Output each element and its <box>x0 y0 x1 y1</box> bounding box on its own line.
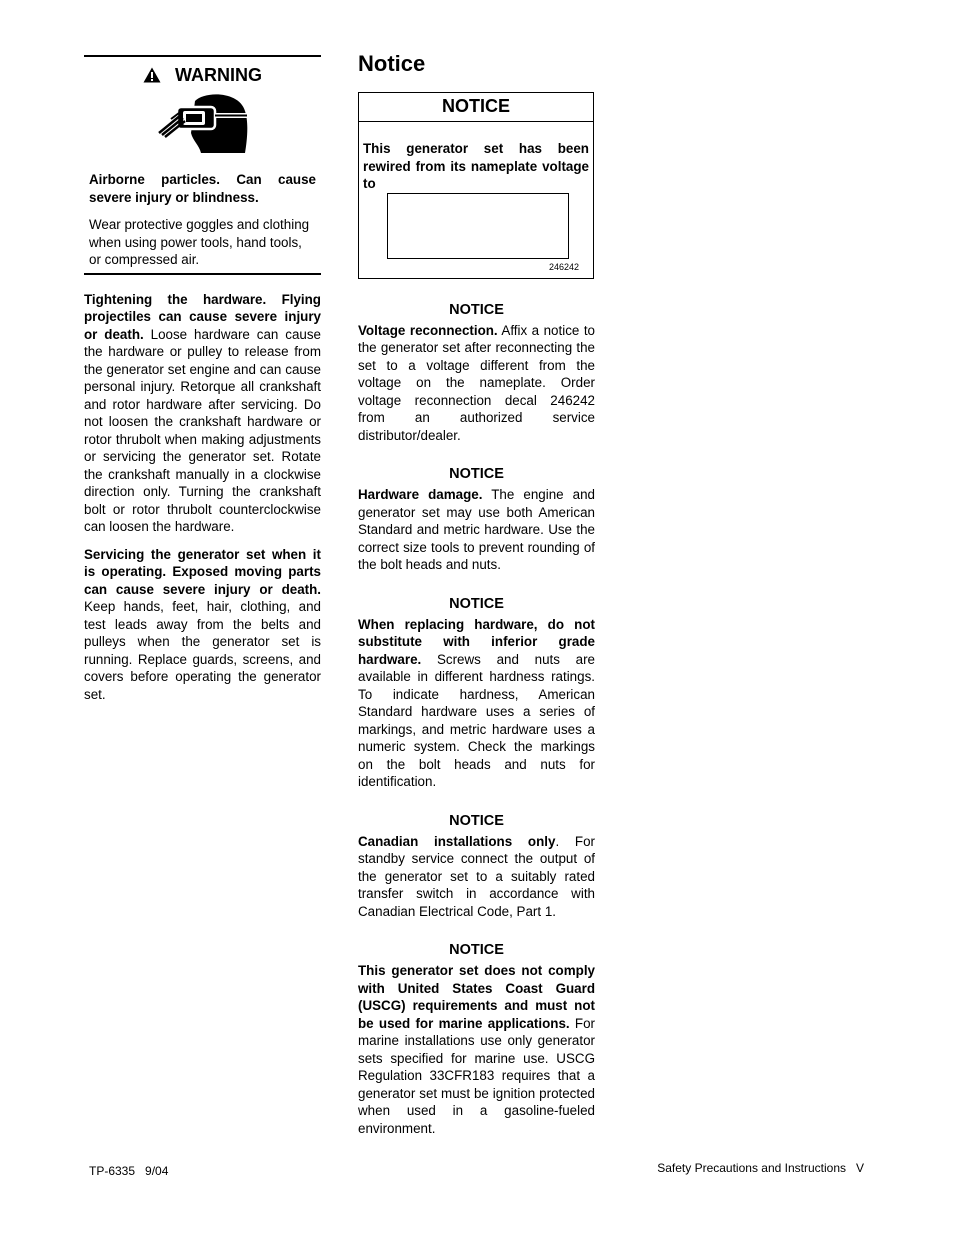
notice-heading-1: NOTICE <box>449 301 504 318</box>
warning-heading: WARNING <box>175 65 262 85</box>
decal-heading: NOTICE <box>359 93 593 122</box>
page-title: Notice <box>358 51 426 76</box>
servicing-paragraph <box>84 546 321 704</box>
decal-text: This generator set has been rewired from its nameplate voltage to <box>363 141 589 191</box>
notice-lead-4: Canadian installations only <box>358 833 556 849</box>
footer-page-label: Safety Precautions and Instructions V <box>657 1161 864 1175</box>
notice-lead-5: This generator set does not comply with United States Coast Guard (USCG) requirements and must not be used for marine applications. <box>358 963 595 1031</box>
warning-body-text: Wear protective goggles and clothing when using power tools, hand tools, or compressed air. <box>89 217 310 267</box>
hardware-tightening-paragraph <box>84 291 321 536</box>
voltage-decal <box>358 92 594 279</box>
notice-heading-4: NOTICE <box>449 812 504 829</box>
warning-triangle-icon <box>143 67 161 83</box>
decal-number: 246242 <box>548 261 579 272</box>
notice-text-1: Affix a notice to the generator set after reconnecting the set to a voltage different from the voltage on the nameplate. Order voltage reconnection decal 246242 from an authorized service distributor/dealer. <box>358 322 595 443</box>
safety-goggles-icon <box>89 93 316 155</box>
warning-box <box>84 55 321 275</box>
notice-paragraph-5 <box>358 962 595 1137</box>
notice-text-3: Screws and nuts are available in different hardness ratings. To indicate hardness, American Standard hardware uses a series of markings, and metric hardware uses a numeric system. Check the markings on the bolt heads and nuts for identification. <box>358 651 595 789</box>
notice-lead-3: When replacing hardware, do not substitute with inferior grade hardware. <box>358 616 595 667</box>
hardware-tightening-lead: Tightening the hardware. Flying projectiles can cause severe injury or death. <box>84 291 321 342</box>
notice-text-5: For marine installations use only generator sets specified for marine use. USCG Regulation 33CFR183 requires that a generator set must be ignition protected when used in a gasoline-fueled environment. <box>358 1015 595 1136</box>
notice-paragraph-2 <box>358 486 595 574</box>
warning-header <box>89 63 316 87</box>
right-column <box>358 50 595 1137</box>
notice-heading-2: NOTICE <box>449 466 504 482</box>
notice-lead-2: Hardware damage. <box>358 487 483 502</box>
notice-lead-1: Voltage reconnection. <box>358 322 498 338</box>
notice-heading-5: NOTICE <box>449 942 504 958</box>
notice-text-4: . For standby service connect the output of the generator set to a suitably rated transfer switch in accordance with Canadian Electrical Code, Part 1. <box>358 833 595 919</box>
notice-text-2: The engine and generator set may use both American Standard and metric hardware. Use the correct size tools to prevent rounding of the bolt heads and nuts. <box>358 487 595 572</box>
notice-heading-3: NOTICE <box>449 595 504 612</box>
servicing-lead: Servicing the generator set when it is operating. Exposed moving parts can cause severe injury or death. <box>84 546 321 597</box>
voltage-write-in-box <box>387 193 569 259</box>
footer-doc-id: TP-6335 9/04 <box>89 1164 169 1178</box>
notice-paragraph-1 <box>358 322 595 445</box>
notice-paragraph-3 <box>358 616 595 791</box>
hardware-tightening-text: Loose hardware can cause the hardware or pulley to release from the generator set engine and can cause personal injury. Retorque all crankshaft and rotor hardware after servicing. Do not loosen the crankshaft hardware or rotor thrubolt when making adjustments or servicing the generator set. Rotate the crankshaft manually in a clockwise direction only. Turning the crankshaft bolt or rotor thrubolt counterclockwise can loosen the hardware. <box>84 326 321 534</box>
notice-paragraph-4 <box>358 833 595 921</box>
warning-bold-text: Airborne particles. Can cause severe injury or blindness. <box>89 172 316 205</box>
left-column <box>84 55 321 703</box>
servicing-text: Keep hands, feet, hair, clothing, and test leads away from the belts and pulleys when the generator set is running. Replace guards, screens, and covers before operating the generator set. <box>84 599 321 702</box>
